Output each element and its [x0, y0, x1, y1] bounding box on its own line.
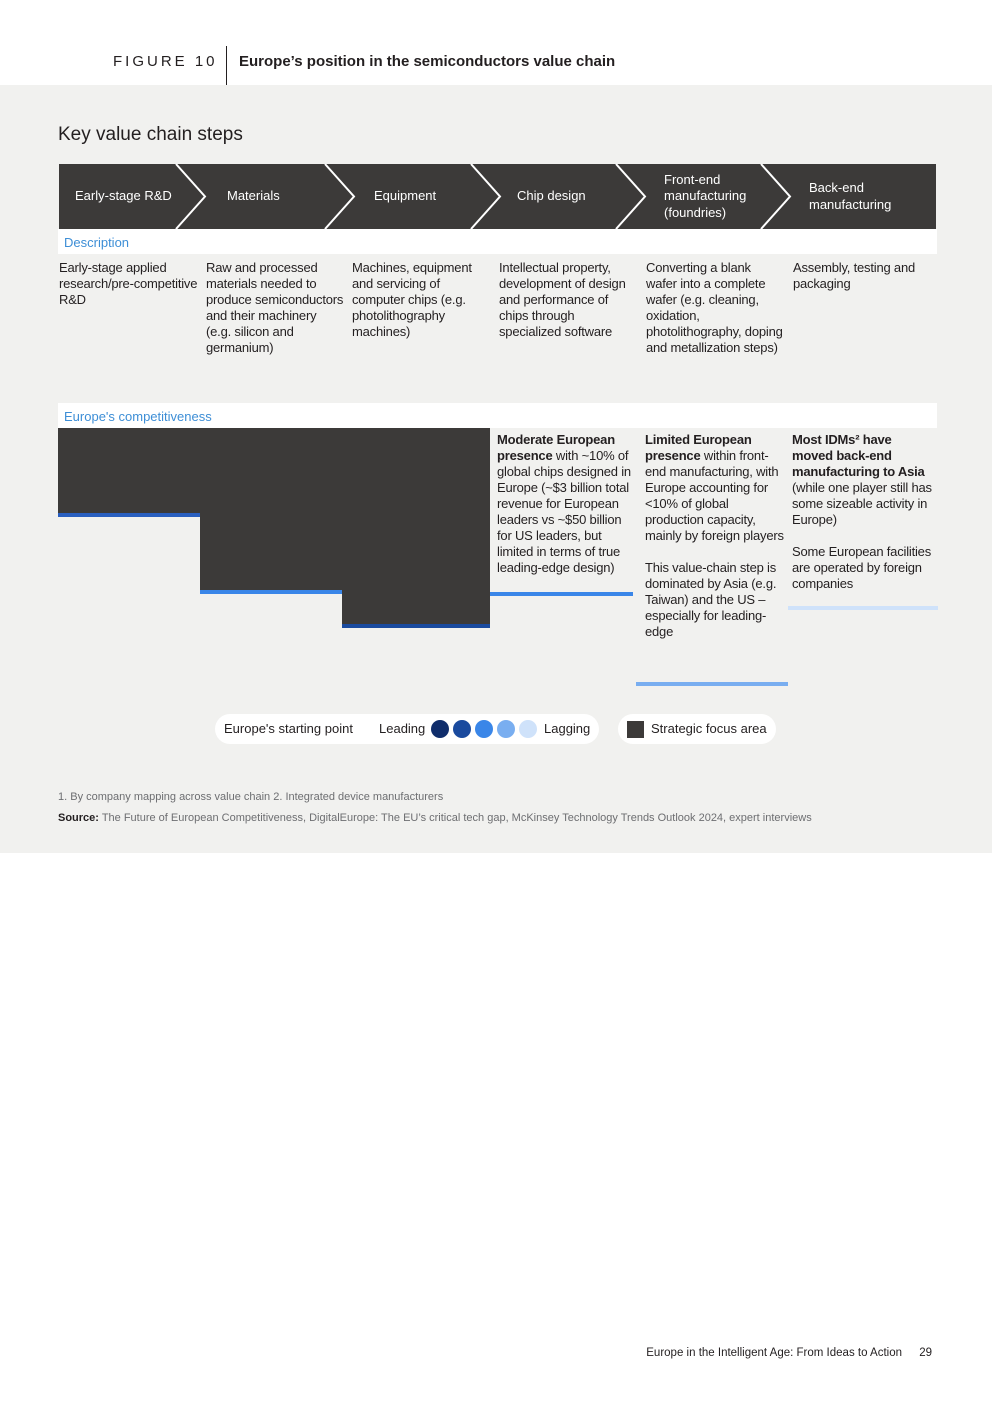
- competitiveness-front-end: [645, 432, 785, 640]
- legend-leading-label: Leading: [379, 721, 426, 736]
- strategic-focus-equipment: [342, 428, 490, 625]
- level-line-materials: [200, 590, 343, 594]
- step-equipment: Equipment: [374, 188, 437, 204]
- description-equipment: Machines, equipment and servicing of computer chips (e.g. photolithography machines): [352, 260, 472, 339]
- level-line-back-end: [788, 606, 938, 610]
- description-front-end: Converting a blank wafer into a complete wafer (e.g. cleaning, oxidation, photolithography, doping and metallization steps): [646, 260, 783, 355]
- figure-label: FIGURE 10: [113, 53, 218, 70]
- source-label: Source:: [58, 812, 99, 824]
- step-back-end: Back-end manufacturing: [809, 180, 892, 212]
- back-end-text: (while one player still has some sizeable activity in Europe): [792, 480, 932, 527]
- strategic-focus-materials: [200, 428, 343, 591]
- page-number: 29: [919, 1347, 932, 1359]
- back-end-bold: Most IDMs² have moved back-end manufacturing to Asia: [792, 432, 925, 479]
- level-line-chip-design: [490, 592, 633, 596]
- subtitle: Key value chain steps: [58, 124, 243, 145]
- legend-starting-point-label: Europe's starting point: [224, 721, 353, 736]
- step-early-rd: Early-stage R&D: [75, 188, 172, 204]
- level-line-front-end: [636, 682, 788, 686]
- description-header: [58, 229, 937, 254]
- footnote: 1. By company mapping across value chain 2. Integrated device manufacturers: [58, 791, 444, 803]
- figure-title: Europe’s position in the semiconductors value chain: [239, 53, 616, 70]
- step-materials: Materials: [227, 188, 280, 204]
- legend-focus-label: Strategic focus area: [651, 721, 767, 736]
- strategic-focus-early-rd: [58, 428, 201, 514]
- header-divider: [226, 46, 227, 85]
- legend-dot-2: [453, 720, 471, 738]
- front-end-extra: This value-chain step is dominated by Asia (e.g. Taiwan) and the US – especially for leading-edge: [645, 560, 777, 639]
- source-text: The Future of European Competitiveness, DigitalEurope: The EU’s critical tech gap, McKinsey Technology Trends Outlook 2024, expert interviews: [101, 812, 812, 824]
- level-line-early-rd: [58, 513, 201, 517]
- back-end-extra: Some European facilities are operated by foreign companies: [792, 544, 931, 591]
- front-end-bold: Limited European presence: [645, 432, 752, 463]
- footer-title: Europe in the Intelligent Age:: [646, 1347, 794, 1359]
- legend-dot-4: [497, 720, 515, 738]
- legend-dot-5: [519, 720, 537, 738]
- description-chip-design: Intellectual property, development of design and performance of chips through specialized software: [499, 260, 626, 339]
- competitiveness-chip-design: [497, 432, 639, 576]
- description-heading: Description: [64, 235, 130, 250]
- legend-dot-3: [475, 720, 493, 738]
- legend-focus-swatch: [627, 721, 644, 738]
- level-line-equipment: [342, 624, 490, 628]
- competitiveness-back-end: [792, 432, 932, 592]
- description-materials: Raw and processed materials needed to produce semiconductors and their machinery (e.g. silicon and germanium): [206, 260, 344, 355]
- description-early-rd: Early-stage applied research/pre-competitive R&D: [59, 260, 198, 307]
- competitiveness-header: [58, 403, 937, 428]
- legend-dot-1: [431, 720, 449, 738]
- step-front-end: Front-end manufacturing (foundries): [664, 171, 747, 220]
- competitiveness-heading: Europe's competitiveness: [64, 409, 212, 424]
- page-footer: [646, 1347, 932, 1359]
- front-end-text: within front-end manufacturing, with Europe accounting for <10% of global production capacity, mainly by foreign players: [645, 448, 784, 543]
- chip-design-bold: Moderate European presence: [497, 432, 615, 463]
- legend-lagging-label: Lagging: [544, 721, 591, 736]
- step-chip-design: Chip design: [517, 188, 586, 204]
- value-chain-steps: [59, 164, 936, 229]
- description-back-end: Assembly, testing and packaging: [793, 260, 916, 291]
- chevron-graphic: [59, 164, 936, 229]
- footer-subtitle: From Ideas to Action: [796, 1347, 902, 1359]
- chevron-band: [59, 164, 936, 229]
- figure-header: [0, 0, 992, 85]
- chip-design-text: with ~10% of global chips designed in Europe (~$3 billion total revenue for European leaders vs ~$50 billion for US leaders, but limited in terms of true leading-edge design): [497, 448, 631, 575]
- source-note: [58, 812, 812, 824]
